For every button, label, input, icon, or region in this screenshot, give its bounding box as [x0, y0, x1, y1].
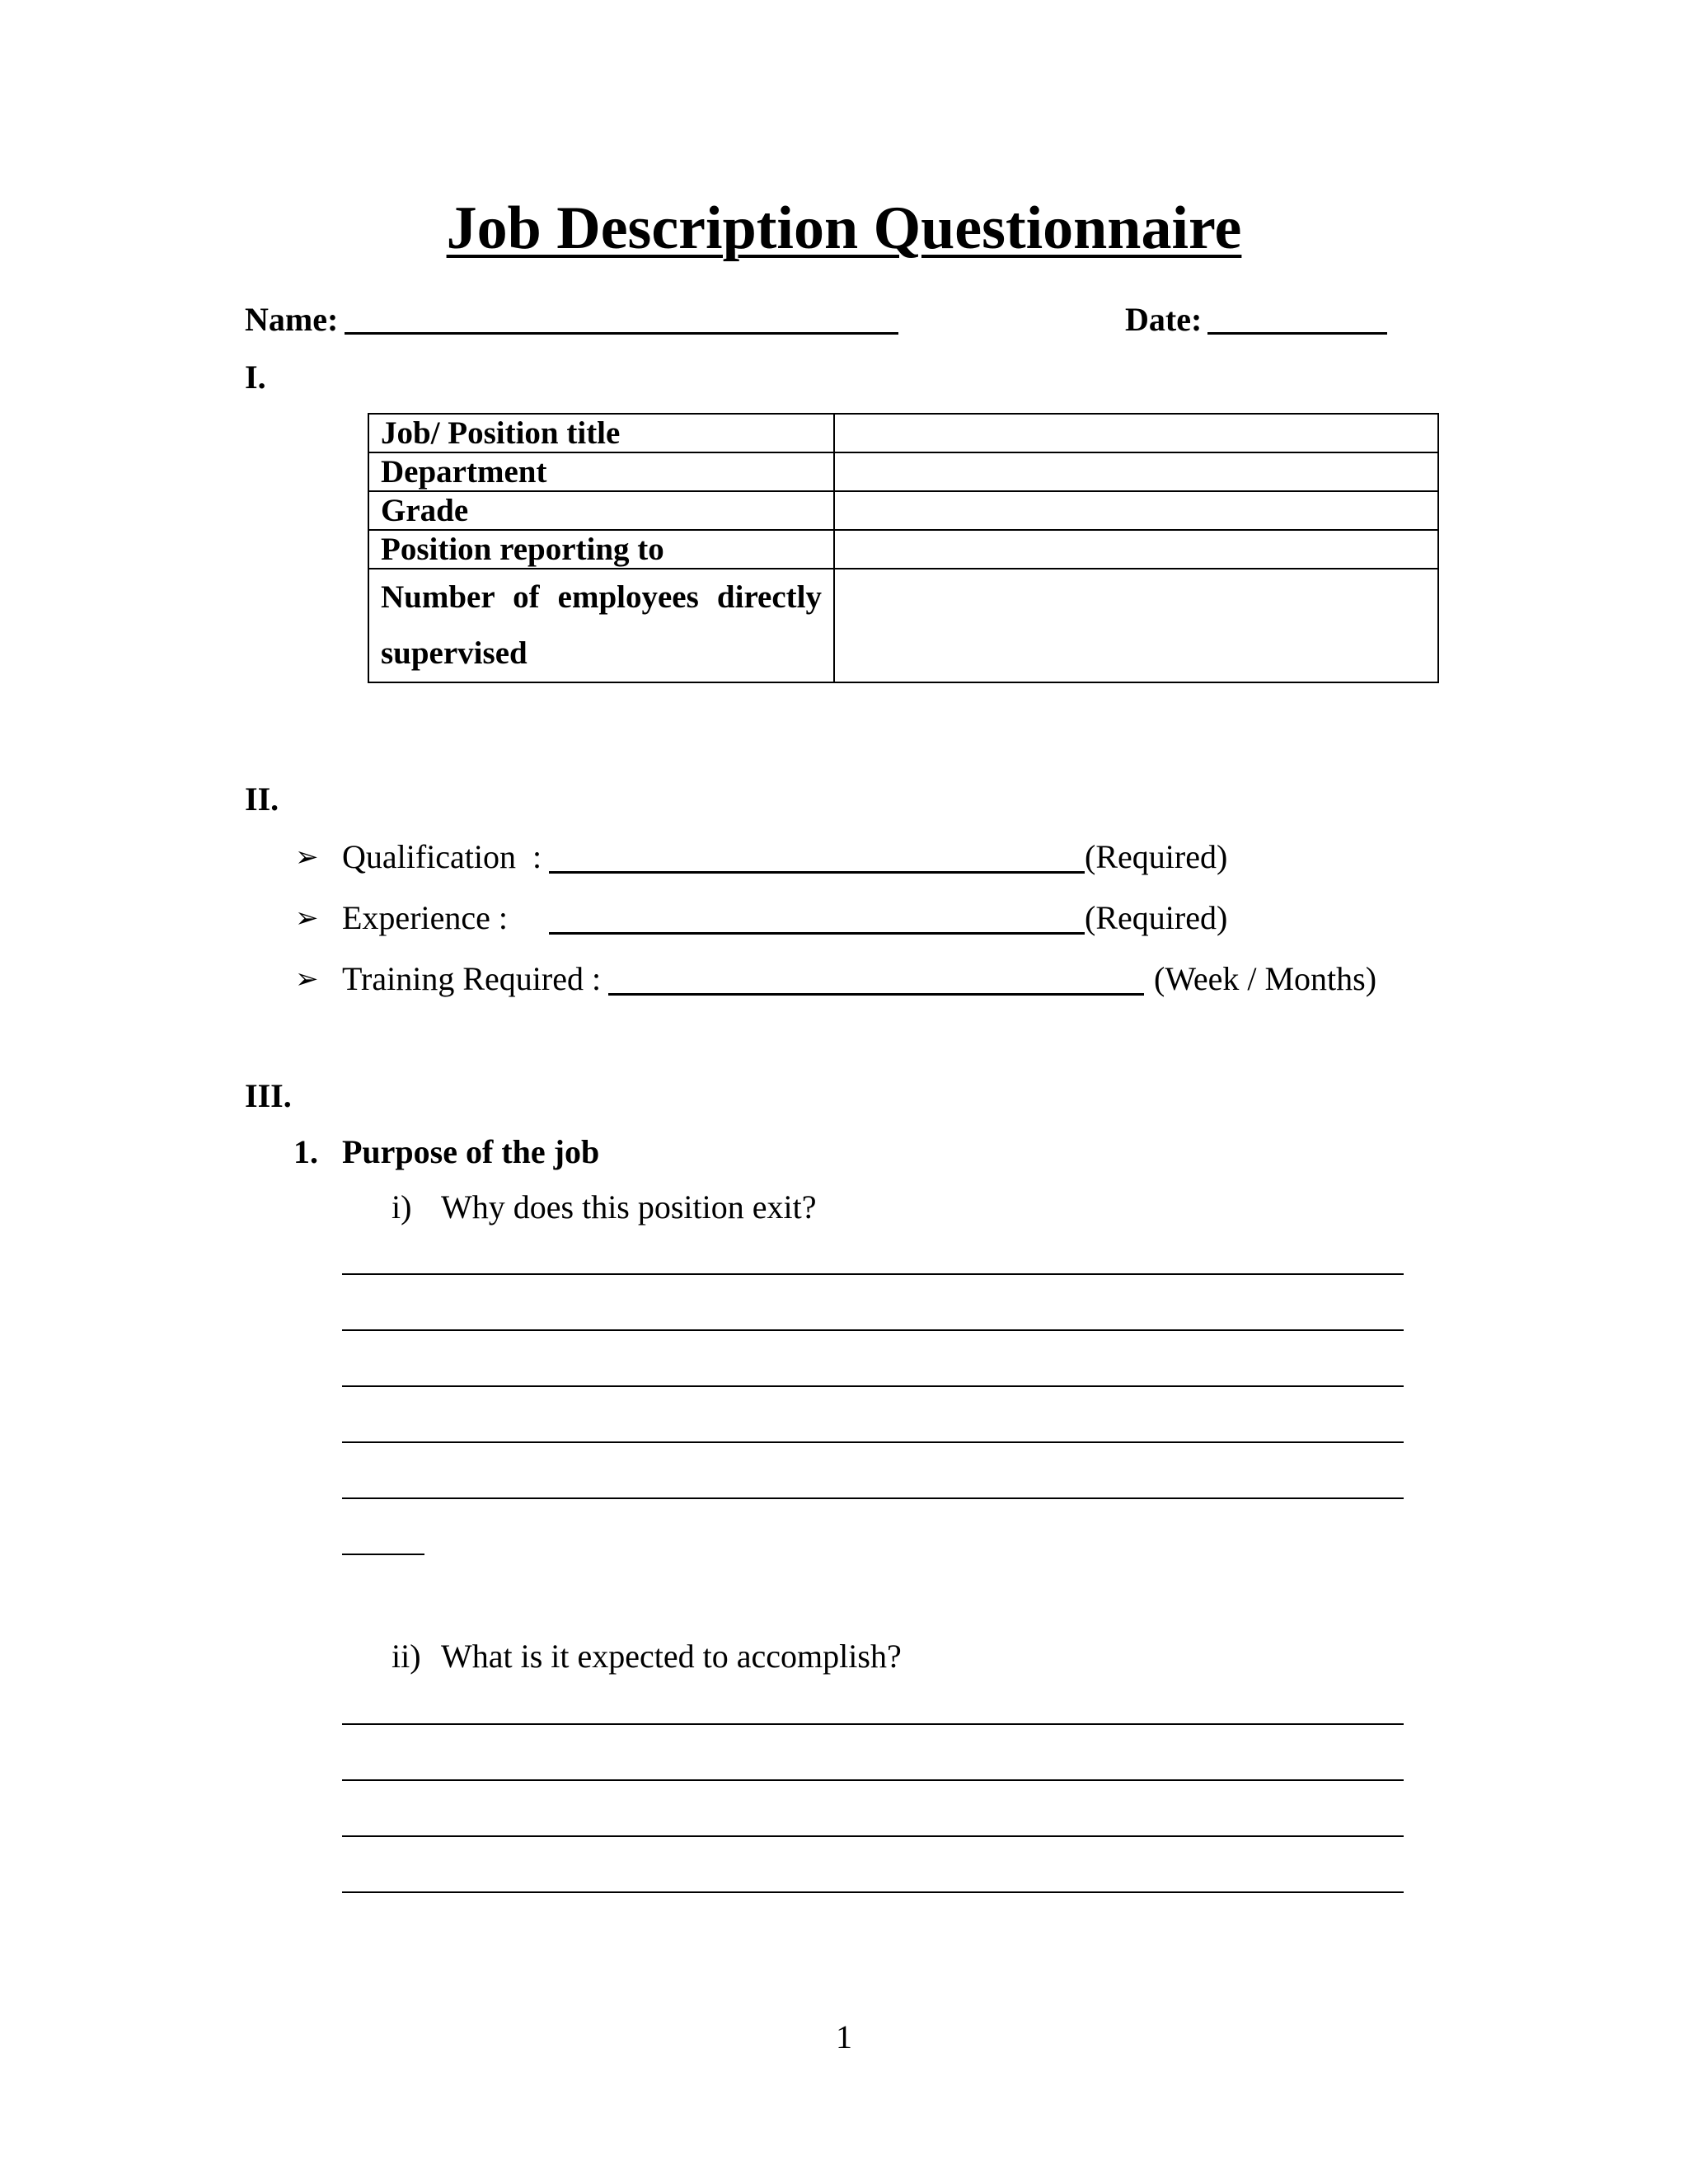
- table-row: [368, 569, 1438, 682]
- row-value-grade[interactable]: [834, 491, 1438, 530]
- table-row: [368, 530, 1438, 569]
- answer-line[interactable]: [342, 1385, 1404, 1387]
- training-suffix: (Week / Months): [1154, 960, 1377, 997]
- answer-line[interactable]: [342, 1723, 1404, 1725]
- answer-line[interactable]: [342, 1273, 1404, 1275]
- training-label: Training Required :: [342, 960, 602, 997]
- bullet-arrow-icon: ➢: [295, 842, 319, 873]
- bullet-arrow-icon: ➢: [295, 964, 319, 995]
- answer-line[interactable]: [342, 1891, 1404, 1893]
- experience-label: Experience :: [342, 899, 508, 936]
- answer-line[interactable]: [342, 1497, 1404, 1499]
- section-3-numeral: III.: [245, 1077, 292, 1114]
- question-1-text: Why does this position exit?: [441, 1188, 817, 1226]
- answer-line[interactable]: [342, 1779, 1404, 1781]
- page-title: Job Description Questionnaire: [446, 194, 1242, 262]
- name-field[interactable]: [345, 332, 898, 335]
- position-info-table: [368, 413, 1439, 683]
- row-value-employees-supervised[interactable]: [834, 569, 1438, 682]
- table-row: [368, 491, 1438, 530]
- row-label-grade: Grade: [368, 491, 834, 530]
- question-2-text: What is it expected to accomplish?: [441, 1638, 902, 1675]
- section-2-numeral: II.: [245, 780, 279, 818]
- date-label: Date:: [1125, 301, 1203, 338]
- table-row: [368, 414, 1438, 452]
- row-value-reporting-to[interactable]: [834, 530, 1438, 569]
- row-label-job-title: Job/ Position title: [368, 414, 834, 452]
- item-number: 1.: [293, 1133, 318, 1170]
- qualification-field[interactable]: [549, 871, 1085, 874]
- question-1-number: i): [392, 1188, 412, 1226]
- answer-line[interactable]: [342, 1835, 1404, 1837]
- purpose-heading: Purpose of the job: [342, 1133, 600, 1170]
- answer-line[interactable]: [342, 1329, 1404, 1331]
- page-number: 1: [836, 2018, 852, 2055]
- experience-field[interactable]: [549, 932, 1085, 935]
- question-2-number: ii): [392, 1638, 421, 1675]
- row-value-department[interactable]: [834, 452, 1438, 491]
- training-field[interactable]: [608, 993, 1144, 996]
- qualification-label: Qualification :: [342, 838, 542, 875]
- section-1-numeral: I.: [245, 359, 266, 396]
- row-value-job-title[interactable]: [834, 414, 1438, 452]
- row-label-employees-supervised: Number of employees directly supervised: [368, 569, 834, 682]
- table-row: [368, 452, 1438, 491]
- date-field[interactable]: [1207, 332, 1387, 335]
- answer-line[interactable]: [342, 1441, 1404, 1443]
- answer-line[interactable]: [342, 1554, 424, 1555]
- row-label-department: Department: [368, 452, 834, 491]
- qualification-suffix: (Required): [1085, 838, 1228, 875]
- bullet-arrow-icon: ➢: [295, 903, 319, 934]
- experience-suffix: (Required): [1085, 899, 1228, 936]
- name-label: Name:: [245, 301, 339, 338]
- row-label-reporting-to: Position reporting to: [368, 530, 834, 569]
